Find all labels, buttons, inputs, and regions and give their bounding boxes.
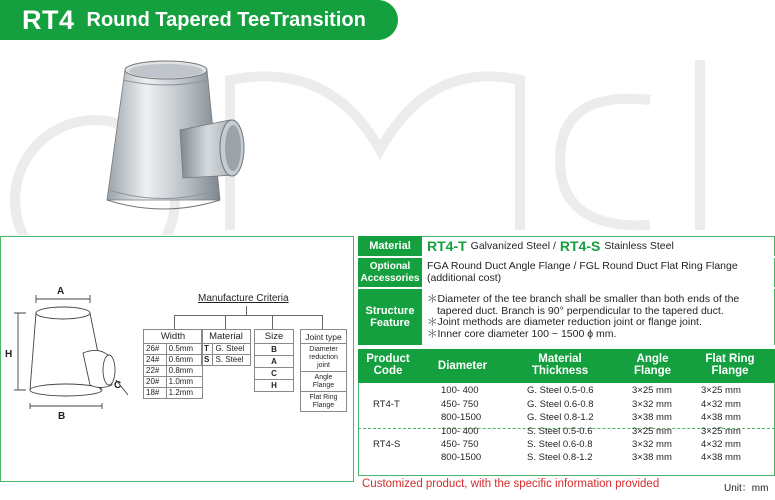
unit-label: Unit：mm <box>724 483 769 494</box>
material-row <box>358 236 775 258</box>
row-angle: 3×32 mm <box>632 399 672 410</box>
size-header: Size <box>255 330 294 344</box>
width-value: 0.6mm <box>166 355 202 366</box>
header-flat-flange: Flat Ring Flange <box>705 353 755 377</box>
row-flat: 3×25 mm <box>701 426 741 437</box>
joint-value: Flat Ring Flange <box>301 392 347 412</box>
row-diameter: 450- 750 <box>441 399 479 410</box>
width-code: 18# <box>144 388 167 399</box>
material-code: T <box>202 344 213 355</box>
row-thickness: G. Steel 0.5-0.6 <box>527 385 594 396</box>
row-flat: 4×32 mm <box>701 439 741 450</box>
material-label: Material <box>358 236 422 256</box>
width-value: 1.2mm <box>166 388 202 399</box>
material-value <box>422 236 775 256</box>
header-thickness: Material Thickness <box>531 353 589 377</box>
joint-value: Diameter reduction joint <box>301 344 347 372</box>
width-code: 22# <box>144 366 167 377</box>
joint-header: Joint type <box>301 330 347 344</box>
material-value: S. Steel <box>213 355 251 366</box>
dimension-label-c: C <box>114 380 122 391</box>
group-code: RT4-T <box>373 399 400 410</box>
row-flat: 3×25 mm <box>701 385 741 396</box>
material-t-text: Galvanized Steel / <box>470 239 556 252</box>
size-value: C <box>255 368 294 380</box>
row-thickness: G. Steel 0.8-1.2 <box>527 412 594 423</box>
spec-section <box>358 236 775 347</box>
accessories-row <box>358 258 775 289</box>
accessories-line: FGA Round Duct Angle Flange / FGL Round Duct Flat Ring Flange <box>427 260 738 272</box>
structure-line: ＊Inner core diameter 100 ~ 1500 ϕ mm. <box>427 327 617 340</box>
dimension-label-a: A <box>57 286 65 297</box>
dimension-drawing <box>8 285 138 425</box>
customization-note: Customized product, with the specific information provided <box>362 478 660 490</box>
structure-line: ＊Diameter of the tee branch shall be smaller than both ends of the <box>427 293 740 305</box>
tee-product-image <box>95 50 255 220</box>
header-product-code: Product Code <box>366 353 410 377</box>
row-angle: 3×38 mm <box>632 452 672 463</box>
row-flat: 4×38 mm <box>701 412 741 423</box>
structure-label: Structure Feature <box>358 289 422 345</box>
row-angle: 3×38 mm <box>632 412 672 423</box>
width-value: 1.0mm <box>166 377 202 388</box>
width-code: 26# <box>144 344 167 355</box>
row-diameter: 800-1500 <box>441 452 482 463</box>
row-diameter: 100- 400 <box>441 385 479 396</box>
size-table <box>254 329 294 392</box>
material-s-code: RT4-S <box>559 237 601 254</box>
accessories-line: (additional cost) <box>427 271 502 284</box>
row-flat: 4×32 mm <box>701 399 741 410</box>
row-thickness: S. Steel 0.6-0.8 <box>527 439 593 450</box>
size-value: H <box>255 380 294 392</box>
joint-value: Angle Flange <box>301 372 347 392</box>
dimension-label-b: B <box>58 411 66 422</box>
header-angle-flange: Angle Flange <box>633 353 672 377</box>
structure-row <box>358 289 775 347</box>
structure-line: tapered duct. Branch is 90° perpendicular to the tapered duct. <box>437 304 724 317</box>
row-angle: 3×32 mm <box>632 439 672 450</box>
material-value: G. Steel <box>213 344 251 355</box>
material-code: S <box>202 355 213 366</box>
material-header: Material <box>202 330 251 344</box>
row-diameter: 450- 750 <box>441 439 479 450</box>
size-value: A <box>255 356 294 368</box>
row-flat: 4×38 mm <box>701 452 741 463</box>
width-header: Width <box>144 330 203 344</box>
accessories-value <box>422 258 775 287</box>
header-separator: / <box>421 12 425 26</box>
header-separator: / <box>505 12 509 26</box>
width-code: 20# <box>144 377 167 388</box>
structure-line: ＊Joint methods are diameter reduction joint or flange joint. <box>427 316 702 328</box>
row-thickness: S. Steel 0.8-1.2 <box>527 452 593 463</box>
group-code: RT4-S <box>373 439 401 450</box>
row-diameter: 100- 400 <box>441 426 479 437</box>
material-t-code: RT4-T <box>427 237 467 254</box>
product-code: RT4 <box>22 4 75 35</box>
product-title: Round Tapered TeeTransition <box>86 8 366 31</box>
header-diameter: Diameter <box>437 360 488 372</box>
width-code: 24# <box>144 355 167 366</box>
structure-value <box>422 289 775 345</box>
width-value: 0.8mm <box>166 366 202 377</box>
dimension-label-h: H <box>5 349 13 360</box>
criteria-connector <box>174 315 322 329</box>
header-separator: / <box>684 12 688 26</box>
material-table <box>201 329 251 366</box>
row-angle: 3×25 mm <box>632 385 672 396</box>
size-value: B <box>255 344 294 356</box>
accessories-label: Optional Accessories <box>358 258 422 287</box>
row-angle: 3×25 mm <box>632 426 672 437</box>
row-thickness: G. Steel 0.6-0.8 <box>527 399 594 410</box>
width-value: 0.5mm <box>166 344 202 355</box>
header-separator: / <box>612 12 616 26</box>
row-diameter: 800-1500 <box>441 412 482 423</box>
width-table <box>143 329 203 399</box>
row-thickness: S. Steel 0.5-0.6 <box>527 426 593 437</box>
manufacture-criteria-title: Manufacture Criteria <box>198 293 289 304</box>
header-banner <box>0 0 398 40</box>
joint-type-table <box>300 329 347 412</box>
material-s-text: Stainless Steel <box>604 239 674 252</box>
